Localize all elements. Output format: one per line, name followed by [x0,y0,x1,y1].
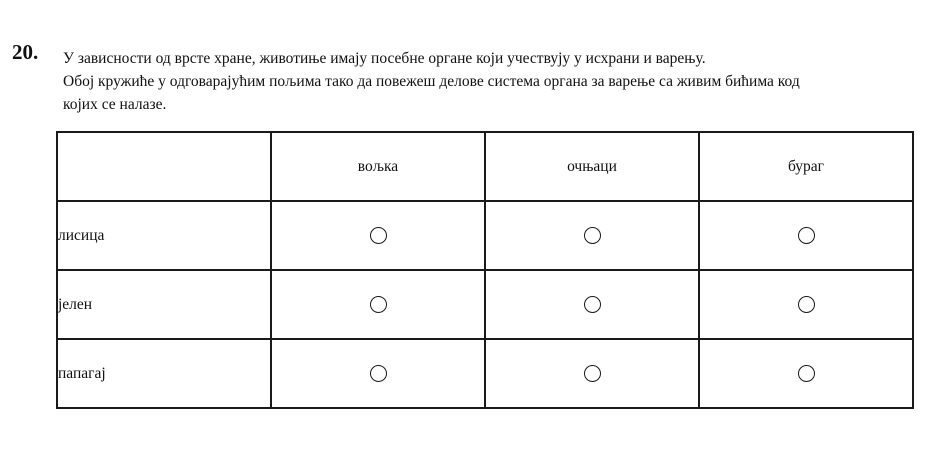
table-header-row [57,132,913,201]
table-row [57,201,913,270]
answer-circle-lisica-burag[interactable] [798,227,815,244]
table-cell [485,339,699,408]
table-cell [699,201,913,270]
table-cell [485,201,699,270]
row-label-jelen: јелен [57,270,271,339]
answer-circle-papagaj-burag[interactable] [798,365,815,382]
column-header-burag: бураг [699,132,913,201]
table-row [57,270,913,339]
question-number: 20. [12,40,39,64]
table-cell [699,339,913,408]
table-cell [271,339,485,408]
answer-circle-lisica-ocnjaci[interactable] [584,227,601,244]
column-header-ocnjaci: очњаци [485,132,699,201]
table-row [57,339,913,408]
answer-circle-papagaj-ocnjaci[interactable] [584,365,601,382]
answer-circle-jelen-voljka[interactable] [370,296,387,313]
table-cell [271,201,485,270]
question-line: којих се налазе. [63,96,167,113]
answer-circle-jelen-burag[interactable] [798,296,815,313]
question-text [63,47,923,116]
answer-table [56,131,914,409]
question-line: У зависности од врсте хране, животиње имају посебне органе који учествују у исхрани и варењу. [63,50,706,67]
table-corner-cell [57,132,271,201]
row-label-papagaj: папагај [57,339,271,408]
table-cell [699,270,913,339]
answer-circle-jelen-ocnjaci[interactable] [584,296,601,313]
answer-circle-lisica-voljka[interactable] [370,227,387,244]
table-cell [485,270,699,339]
question-line: Обој кружиће у одговарајућим пољима тако да повежеш делове система органа за варење са живим бићима код [63,73,800,90]
row-label-lisica: лисица [57,201,271,270]
answer-circle-papagaj-voljka[interactable] [370,365,387,382]
column-header-voljka: вољка [271,132,485,201]
table-cell [271,270,485,339]
